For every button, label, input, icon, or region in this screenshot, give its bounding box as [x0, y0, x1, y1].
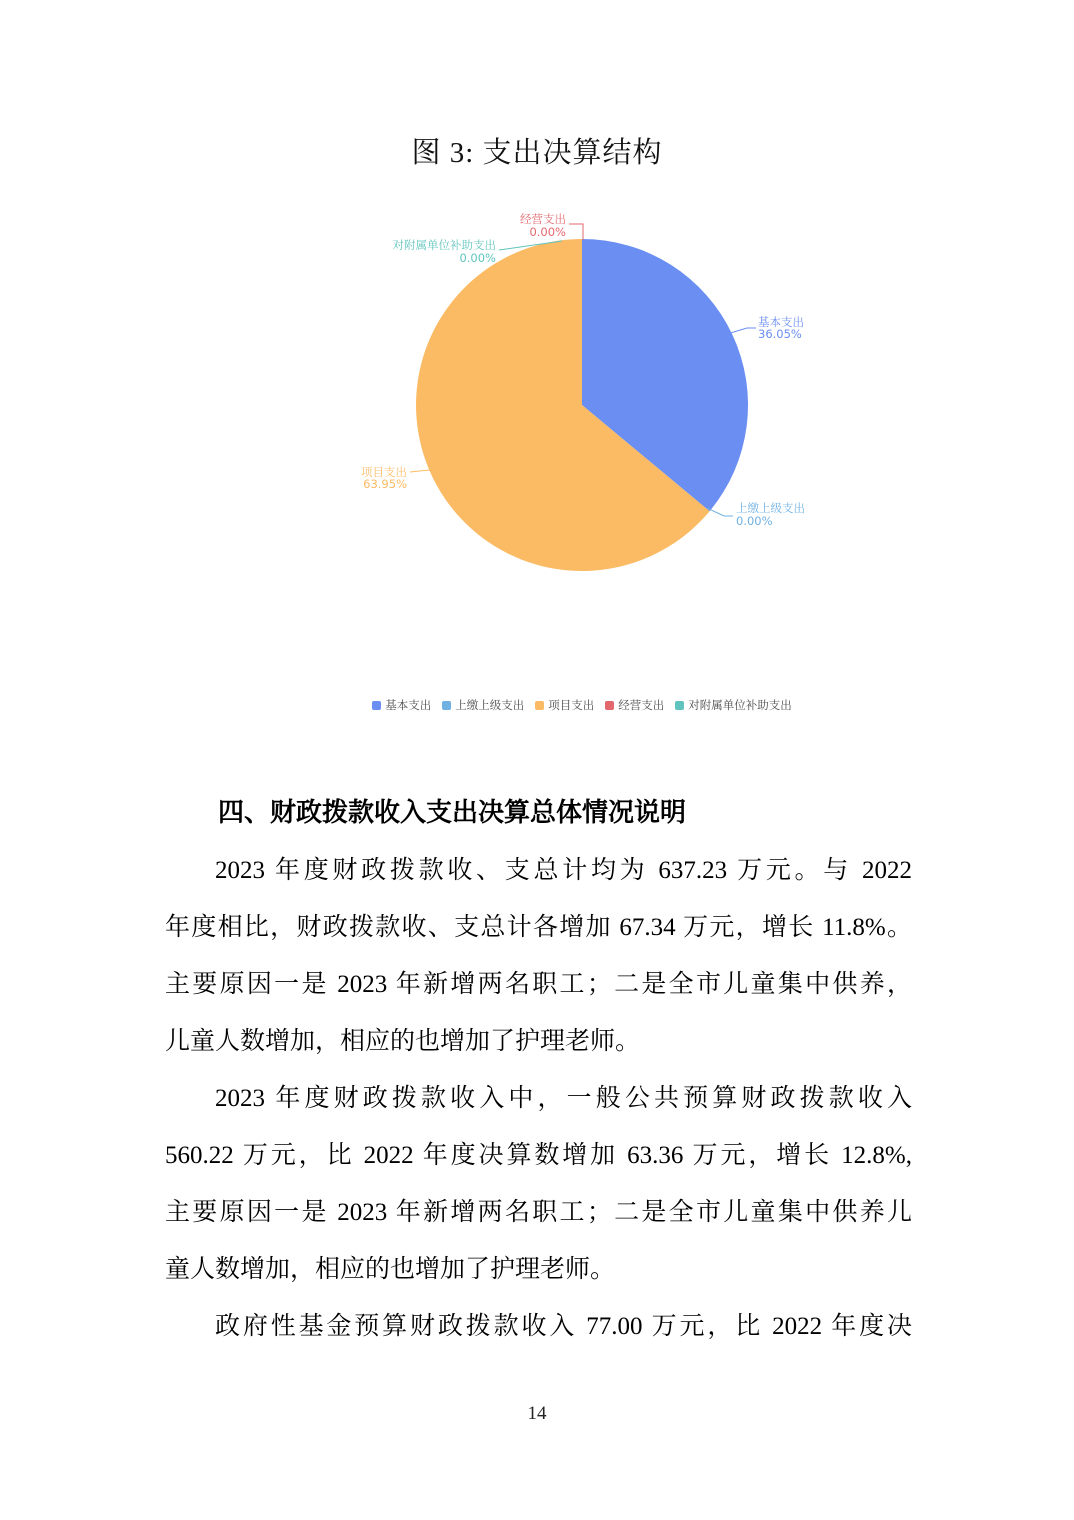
body-line: 主要原因一是 2023 年新增两名职工；二是全市儿童集中供养儿 [165, 1199, 912, 1226]
body-line: 主要原因一是 2023 年新增两名职工；二是全市儿童集中供养， [165, 971, 912, 998]
legend-label: 对附属单位补助支出 [688, 698, 792, 712]
legend-item-基本支出 [372, 697, 431, 713]
legend-marker-icon [675, 701, 684, 710]
pie-chart [0, 0, 1074, 745]
page-number: 14 [527, 1403, 547, 1424]
label-leader-line-基本支出 [727, 328, 756, 334]
slice-label-name-经营支出: 经营支出 [520, 212, 566, 226]
body-line: 2023 年度财政拨款收、支总计均为 637.23 万元。与 2022 [215, 857, 912, 884]
slice-label-name-对附属单位补助支出: 对附属单位补助支出 [392, 238, 496, 252]
label-leader-line-经营支出 [569, 224, 583, 240]
legend-marker-icon [372, 701, 381, 710]
slice-label-name-基本支出: 基本支出 [758, 315, 804, 329]
legend-item-对附属单位补助支出 [675, 697, 792, 713]
legend-item-上缴上级支出 [442, 697, 524, 713]
legend-marker-icon [605, 701, 614, 710]
legend-item-项目支出 [535, 697, 594, 713]
slice-label-pct-上缴上级支出: 0.00% [736, 514, 773, 528]
slice-label-pct-对附属单位补助支出: 0.00% [459, 251, 496, 265]
slice-label-name-上缴上级支出: 上缴上级支出 [736, 501, 805, 515]
body-line: 2023 年度财政拨款收入中，一般公共预算财政拨款收入 [215, 1085, 912, 1112]
legend-marker-icon [535, 701, 544, 710]
legend-label: 经营支出 [618, 698, 665, 712]
body-line: 儿童人数增加，相应的也增加了护理老师。 [165, 1028, 641, 1055]
slice-label-name-项目支出: 项目支出 [361, 465, 407, 479]
body-line: 年度相比，财政拨款收、支总计各增加 67.34 万元，增长 11.8%。 [165, 914, 912, 941]
body-text [165, 842, 912, 1355]
slice-label-pct-经营支出: 0.00% [529, 225, 566, 239]
body-line: 560.22 万元，比 2022 年度决算数增加 63.36 万元，增长 12.8%, [165, 1142, 912, 1169]
chart-legend [0, 697, 1074, 713]
legend-marker-icon [442, 701, 451, 710]
legend-label: 上缴上级支出 [455, 698, 525, 712]
legend-label: 项目支出 [548, 698, 595, 712]
slice-label-pct-项目支出: 63.95% [363, 477, 407, 491]
legend-label: 基本支出 [385, 698, 432, 712]
body-line: 政府性基金预算财政拨款收入 77.00 万元，比 2022 年度决 [215, 1313, 912, 1340]
section-heading: 四、财政拨款收入支出决算总体情况说明 [218, 797, 687, 827]
slice-label-pct-基本支出: 36.05% [758, 327, 802, 341]
body-line: 童人数增加，相应的也增加了护理老师。 [165, 1256, 616, 1283]
legend-item-经营支出 [605, 697, 664, 713]
figure-title: 图 3: 支出决算结构 [411, 137, 663, 169]
